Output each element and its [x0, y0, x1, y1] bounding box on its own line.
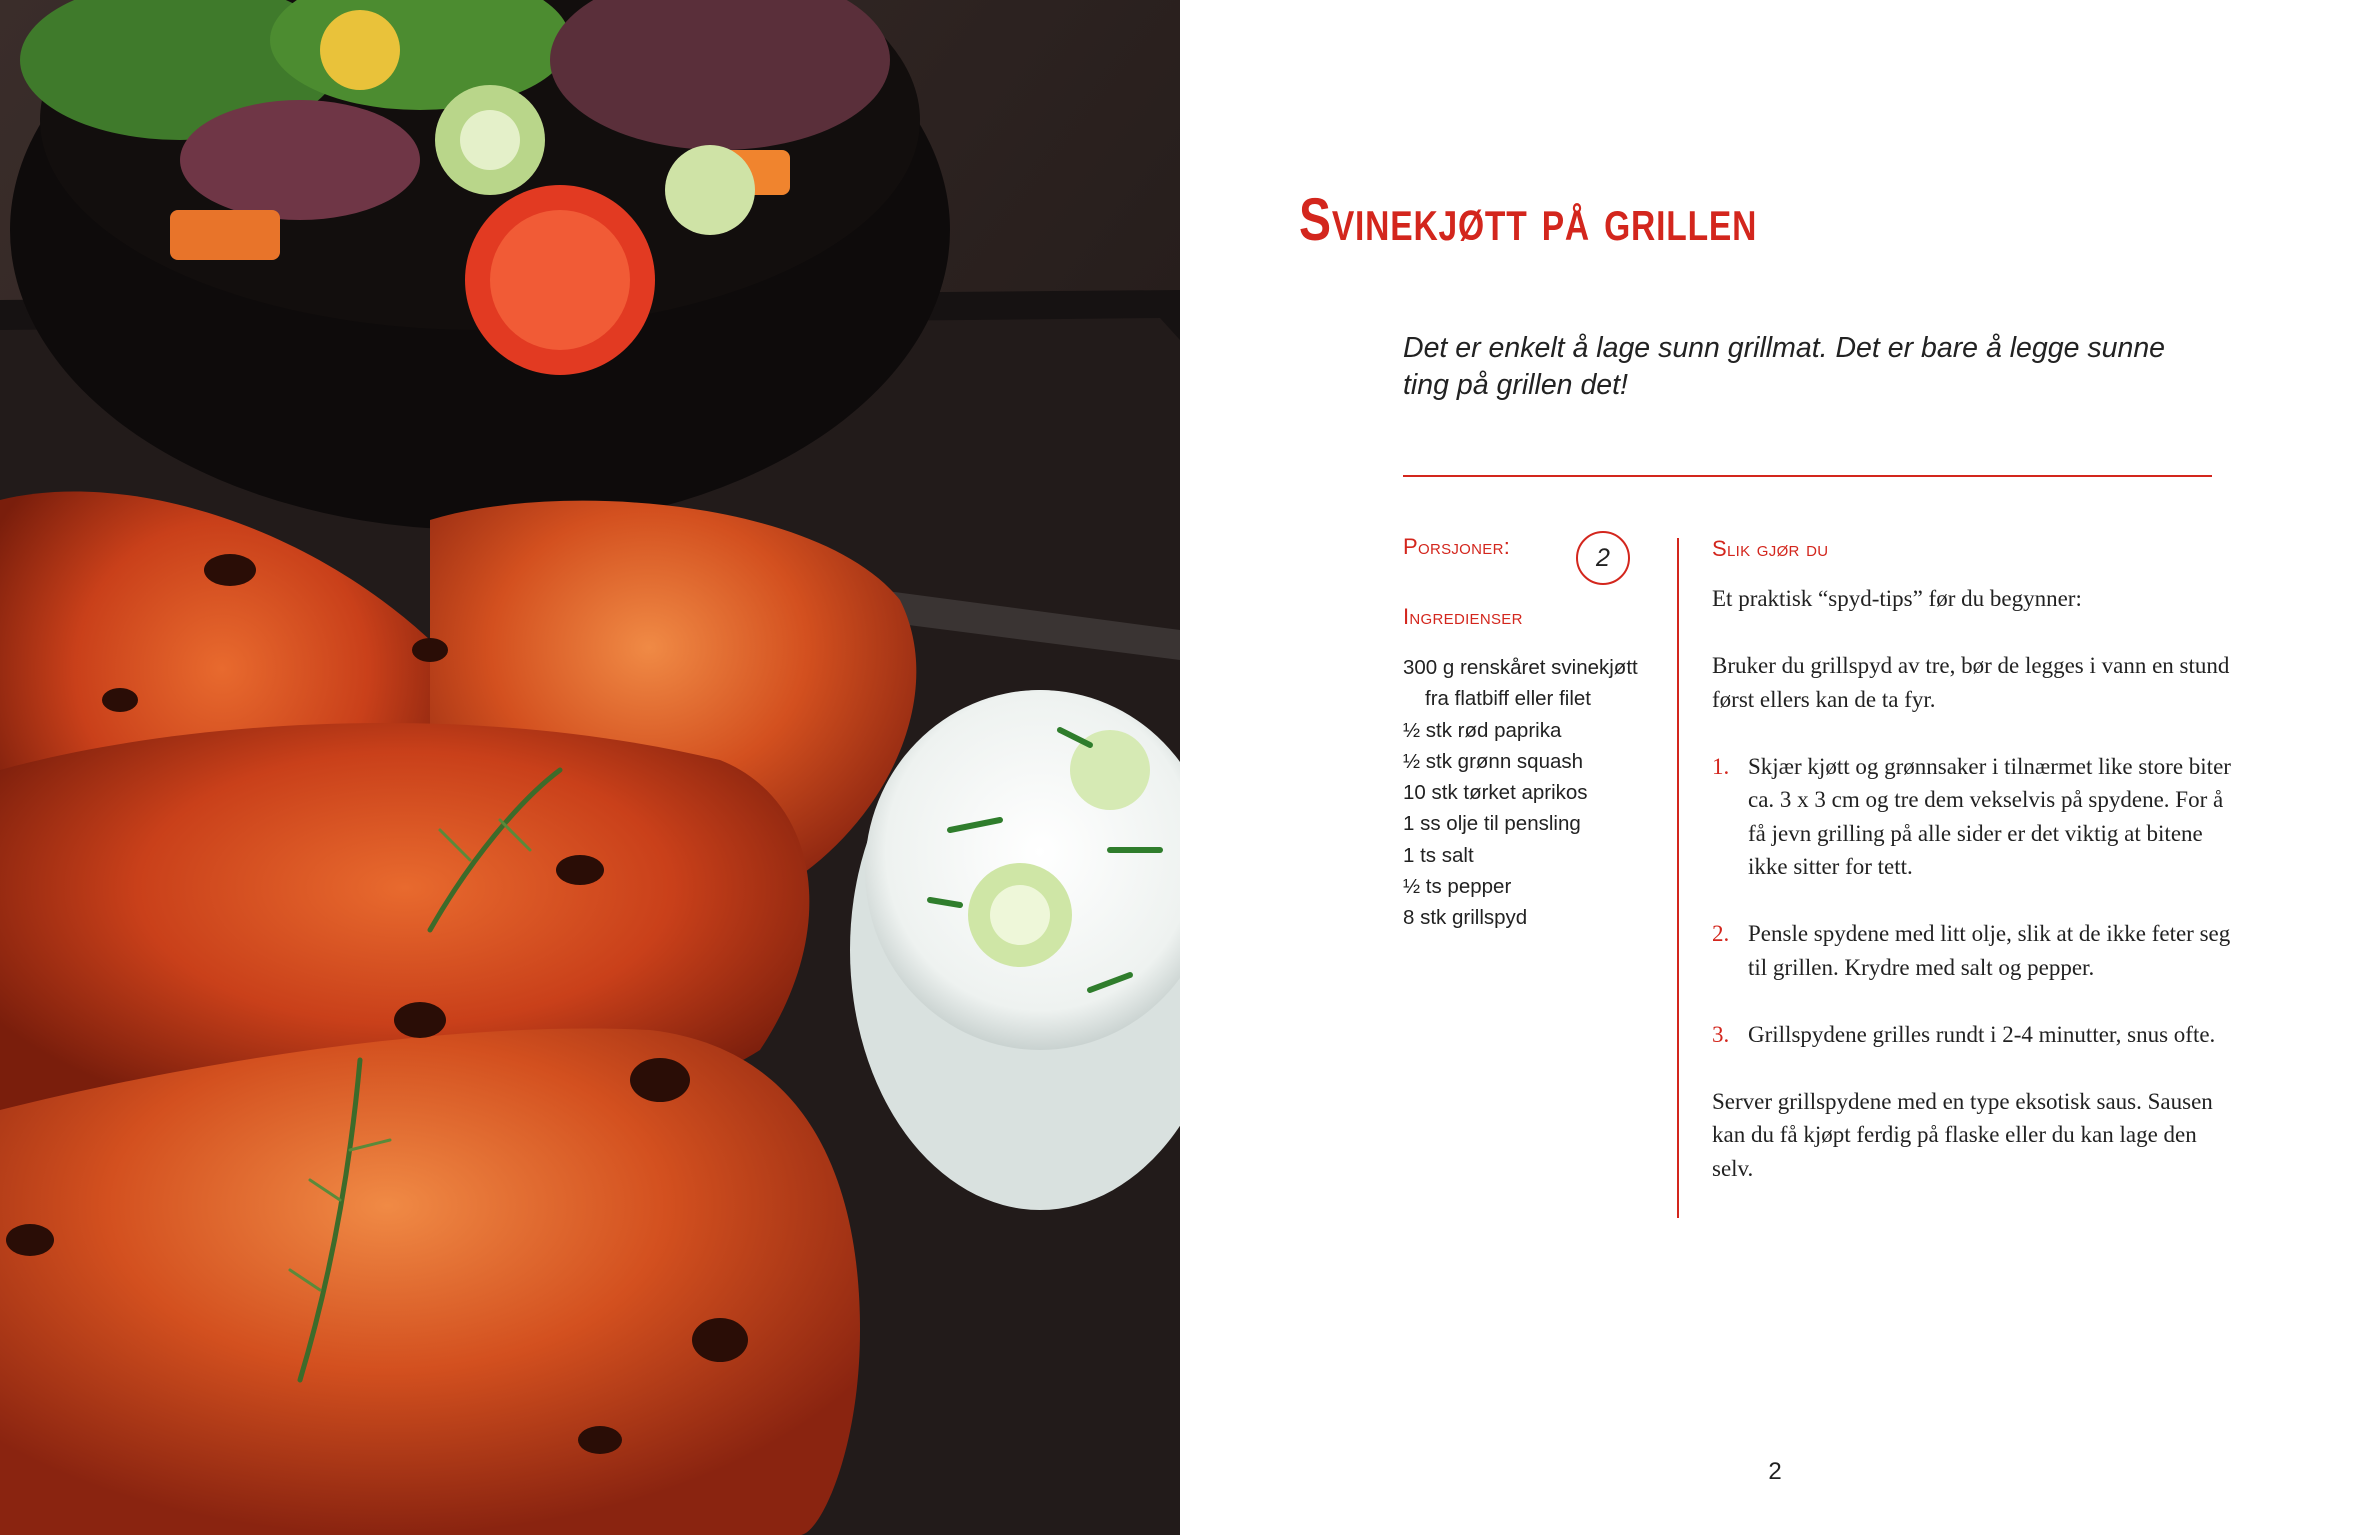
servings-count-badge — [1576, 531, 1630, 585]
method-step — [1712, 750, 2232, 884]
step-number: 1. — [1712, 753, 1730, 779]
food-photo — [0, 0, 1180, 1535]
method-steps — [1712, 750, 2232, 1052]
step-text: Pensle spydene med litt olje, slik at de ikke feter seg til grillen. Krydre med salt og pepper. — [1748, 921, 2231, 980]
ingredient-list — [1403, 652, 1663, 934]
ingredient-item: ½ stk grønn squash — [1403, 749, 1584, 773]
step-number: 2. — [1712, 921, 1730, 946]
ingredients-label: Ingredienser — [1403, 604, 1523, 629]
recipe-page — [1180, 0, 2362, 1535]
column-divider — [1677, 538, 1679, 1218]
ingredient-item: 8 stk grillspyd — [1403, 906, 1528, 930]
grilled-meat-illustration — [0, 0, 1180, 1535]
method-step — [1712, 917, 2232, 984]
ingredient-item: 1 ss olje til pensling — [1403, 812, 1581, 836]
step-number: 3. — [1712, 1021, 1730, 1047]
method-intro: Et praktisk “spyd-tips” før du begynner: — [1712, 586, 2082, 611]
method-section — [1712, 582, 2232, 1219]
ingredient-item: ½ ts pepper — [1403, 875, 1512, 899]
ingredient-item: 300 g renskåret svinekjøtt fra flatbiff eller filet — [1403, 656, 1638, 711]
method-outro: Server grillspydene med en type eksotisk saus. Sausen kan du få kjøpt ferdig på flaske eller du kan lage den selv. — [1712, 1088, 2213, 1181]
divider-rule — [1403, 475, 2212, 477]
page-number: 2 — [1768, 1458, 1782, 1485]
servings-label: Porsjoner: — [1403, 534, 1511, 559]
servings-count: 2 — [1596, 543, 1610, 572]
ingredient-item: 1 ts salt — [1403, 843, 1474, 867]
recipe-intro: Det er enkelt å lage sunn grillmat. Det er bare å legge sunne ting på grillen det! — [1403, 332, 2166, 401]
step-text: Skjær kjøtt og grønnsaker i tilnærmet like store biter ca. 3 x 3 cm og tre dem vekselvis på spydene. For å få jevn grilling på alle sider er det viktig at bitene ikke sitter for tett. — [1748, 753, 2231, 879]
ingredient-item: ½ stk rød paprika — [1403, 718, 1562, 742]
method-label: Slik gjør du — [1712, 536, 1829, 561]
method-tip: Bruker du grillspyd av tre, bør de legges i vann en stund først ellers kan de ta fyr. — [1712, 653, 2230, 712]
method-step — [1712, 1018, 2232, 1052]
ingredient-item: 10 stk tørket aprikos — [1403, 781, 1588, 805]
recipe-title: Svinekjøtt på grillen — [1299, 186, 1758, 253]
step-text: Grillspydene grilles rundt i 2-4 minutter, snus ofte. — [1748, 1021, 2216, 1047]
